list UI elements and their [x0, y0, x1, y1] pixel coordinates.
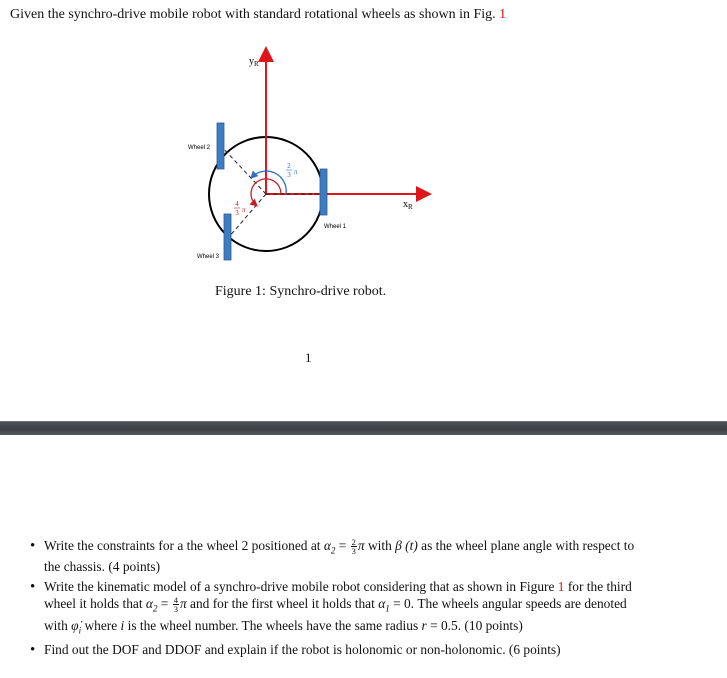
page-divider	[0, 421, 727, 435]
svg-text:4: 4	[235, 200, 239, 208]
svg-text:π: π	[242, 206, 246, 214]
angle-label-large	[234, 200, 246, 217]
task-list	[30, 538, 650, 662]
page-number: 1	[305, 350, 312, 365]
intro-text: Given the synchro-drive mobile robot with standard rotational wheels as shown in Fig. 1	[10, 7, 507, 22]
task-item-1: • Write the constraints for a the wheel 2 positioned at $\alpha_2$ = $\frac{2}{3}$ π with β (t) as the wheel plane angle with respect to the chassis. (4 points)	[30, 538, 650, 576]
y-axis-label: $y_R$	[249, 56, 259, 68]
x-axis-label: $x_R$	[403, 199, 413, 211]
fraction-four-thirds: $\frac{4}{3}$	[173, 595, 178, 615]
wheel2-label: Wheel 2	[188, 145, 211, 151]
wheel-3	[224, 214, 231, 260]
figure-caption: Figure 1: Synchro-drive robot.	[215, 284, 387, 299]
wheel-1	[320, 169, 327, 215]
svg-text:3: 3	[235, 209, 239, 217]
wheel3-dashed-line	[228, 194, 266, 238]
task-item-3: • Find out the DOF and DDOF and explain if the robot is holonomic or non-holonomic. (6 points)	[30, 642, 650, 659]
svg-text:2: 2	[287, 162, 291, 170]
fraction-two-thirds: $\frac{2}{3}$	[351, 537, 356, 557]
figure-reference-link[interactable]: 1	[499, 7, 507, 22]
svg-text:π: π	[294, 168, 298, 176]
wheel2-dashed-line	[221, 146, 266, 194]
figure-reference-link[interactable]: 1	[557, 579, 565, 595]
svg-text:3: 3	[287, 171, 291, 179]
task-item-2: • Write the kinematic model of a synchro-drive mobile robot considering that as shown in Figure 1 for the third wheel it holds that $\alpha_2$ = $\frac{4}{3}$ π and for the first wheel it holds that $\alpha_1 = 0$. The wheels angular speeds are denoted with $\varphi̇_i$ where i is the wheel number. The wheels have the same radius r = 0.5. (10 points)	[30, 579, 650, 639]
angle-label-small	[286, 162, 298, 179]
wheel-2	[217, 123, 224, 169]
wheel1-label: Wheel 1	[324, 224, 347, 230]
wheel3-label: Wheel 3	[197, 254, 220, 260]
